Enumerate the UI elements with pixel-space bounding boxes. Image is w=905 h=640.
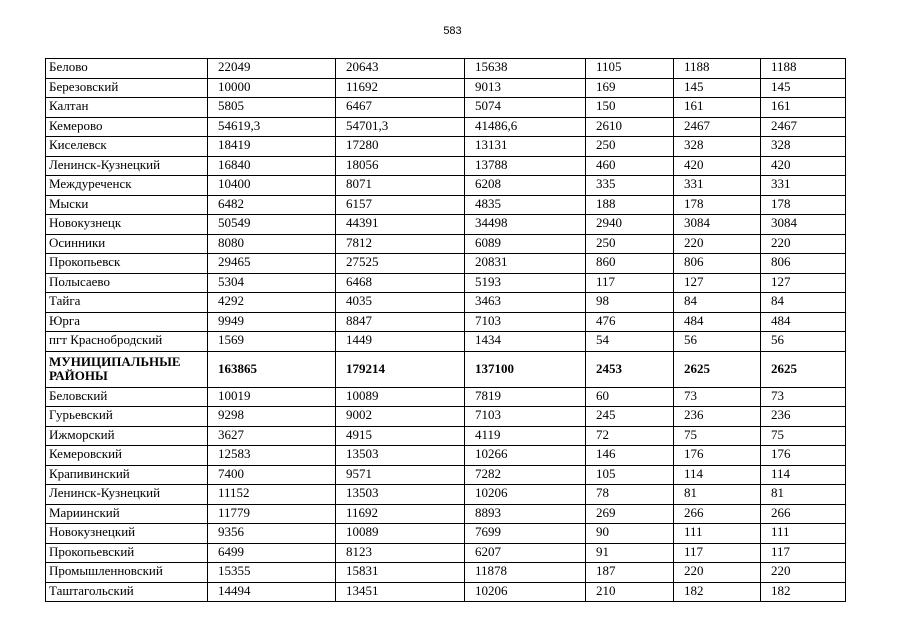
value-cell-col-4: 1105 [586,59,674,79]
table-row [46,215,846,235]
value-cell-col-5: 114 [674,465,761,485]
table-row [46,254,846,274]
value-cell-col-5: 84 [674,293,761,313]
value-cell-col-2: 11692 [336,78,465,98]
value-cell-col-2: 10089 [336,387,465,407]
value-cell-col-5: 161 [674,98,761,118]
value-cell-col-1: 14494 [208,582,336,602]
value-cell-col-2: 11692 [336,504,465,524]
row-name-cell: Прокопьевск [46,254,208,274]
value-cell-col-6: 161 [761,98,846,118]
value-cell-col-2: 8847 [336,312,465,332]
value-cell-col-2: 9571 [336,465,465,485]
value-cell-col-1: 12583 [208,446,336,466]
row-name-cell: Новокузнецкий [46,524,208,544]
value-cell-col-2: 20643 [336,59,465,79]
value-cell-col-6: 56 [761,332,846,352]
value-cell-col-1: 6482 [208,195,336,215]
value-cell-col-4: 54 [586,332,674,352]
value-cell-col-4: 105 [586,465,674,485]
table-row [46,426,846,446]
value-cell-col-4: 476 [586,312,674,332]
value-cell-col-6: 420 [761,156,846,176]
value-cell-col-1: 9356 [208,524,336,544]
value-cell-col-2: 13503 [336,446,465,466]
value-cell-col-1: 7400 [208,465,336,485]
table-row [46,117,846,137]
table-row [46,332,846,352]
value-cell-col-3: 7819 [465,387,586,407]
value-cell-col-6: 84 [761,293,846,313]
value-cell-col-1: 54619,3 [208,117,336,137]
value-cell-col-1: 3627 [208,426,336,446]
value-cell-col-2: 1449 [336,332,465,352]
value-cell-col-2: 6157 [336,195,465,215]
value-cell-col-2: 6468 [336,273,465,293]
row-name-cell: Междуреченск [46,176,208,196]
value-cell-col-1: 5304 [208,273,336,293]
table-row [46,524,846,544]
value-cell-col-5: 178 [674,195,761,215]
value-cell-col-3: 11878 [465,563,586,583]
value-cell-col-4: 2940 [586,215,674,235]
row-name-cell: Ленинск-Кузнецкий [46,485,208,505]
value-cell-col-5: 127 [674,273,761,293]
value-cell-col-1: 10400 [208,176,336,196]
value-cell-col-3: 7699 [465,524,586,544]
row-name-cell: Беловский [46,387,208,407]
table-row [46,465,846,485]
value-cell-col-4: 269 [586,504,674,524]
value-cell-col-4: 188 [586,195,674,215]
value-cell-col-3: 5193 [465,273,586,293]
table-row [46,543,846,563]
table-row [46,485,846,505]
value-cell-col-1: 11779 [208,504,336,524]
row-name-cell: Березовский [46,78,208,98]
value-cell-col-3: 13131 [465,137,586,157]
value-cell-col-3: 20831 [465,254,586,274]
value-cell-col-4: 60 [586,387,674,407]
value-cell-col-1: 50549 [208,215,336,235]
value-cell-col-1: 16840 [208,156,336,176]
row-name-cell: Гурьевский [46,407,208,427]
value-cell-col-6: 1188 [761,59,846,79]
value-cell-col-6: 806 [761,254,846,274]
value-cell-col-2: 8071 [336,176,465,196]
value-cell-col-5: 328 [674,137,761,157]
value-cell-col-1: 8080 [208,234,336,254]
value-cell-col-6: 145 [761,78,846,98]
value-cell-col-3: 7103 [465,312,586,332]
value-cell-col-4: 72 [586,426,674,446]
value-cell-col-5: 111 [674,524,761,544]
value-cell-col-6: 220 [761,563,846,583]
value-cell-col-6: 81 [761,485,846,505]
row-name-cell: Ижморский [46,426,208,446]
table-row [46,195,846,215]
value-cell-col-2: 18056 [336,156,465,176]
value-cell-col-5: 331 [674,176,761,196]
value-cell-col-2: 7812 [336,234,465,254]
row-name-cell: Кемеровский [46,446,208,466]
value-cell-col-3: 8893 [465,504,586,524]
value-cell-col-1: 9949 [208,312,336,332]
table-row [46,176,846,196]
table-row [46,156,846,176]
value-cell-col-3: 6207 [465,543,586,563]
value-cell-col-3: 41486,6 [465,117,586,137]
value-cell-col-4: 117 [586,273,674,293]
value-cell-col-1: 9298 [208,407,336,427]
table-row [46,446,846,466]
row-name-cell: Калтан [46,98,208,118]
value-cell-col-1: 10000 [208,78,336,98]
value-cell-col-6: 331 [761,176,846,196]
value-cell-col-6: 176 [761,446,846,466]
value-cell-col-3: 4835 [465,195,586,215]
value-cell-col-3: 6208 [465,176,586,196]
value-cell-col-1: 29465 [208,254,336,274]
row-name-cell: МУНИЦИПАЛЬНЫЕ РАЙОНЫ [46,351,208,387]
value-cell-col-6: 117 [761,543,846,563]
table-body [46,59,846,602]
value-cell-col-4: 91 [586,543,674,563]
value-cell-col-3: 5074 [465,98,586,118]
value-cell-col-2: 4035 [336,293,465,313]
row-name-cell: Промышленновский [46,563,208,583]
value-cell-col-1: 6499 [208,543,336,563]
value-cell-col-1: 15355 [208,563,336,583]
value-cell-col-2: 54701,3 [336,117,465,137]
value-cell-col-6: 266 [761,504,846,524]
table-row [46,137,846,157]
value-cell-col-4: 250 [586,137,674,157]
value-cell-col-4: 78 [586,485,674,505]
value-cell-col-4: 460 [586,156,674,176]
value-cell-col-5: 145 [674,78,761,98]
value-cell-col-6: 3084 [761,215,846,235]
value-cell-col-4: 210 [586,582,674,602]
value-cell-col-5: 236 [674,407,761,427]
value-cell-col-5: 484 [674,312,761,332]
value-cell-col-1: 5805 [208,98,336,118]
value-cell-col-2: 27525 [336,254,465,274]
table-row [46,293,846,313]
row-name-cell: Новокузнецк [46,215,208,235]
value-cell-col-3: 7282 [465,465,586,485]
value-cell-col-4: 90 [586,524,674,544]
row-name-cell: пгт Краснобродский [46,332,208,352]
row-name-cell: Ленинск-Кузнецкий [46,156,208,176]
value-cell-col-4: 2610 [586,117,674,137]
value-cell-col-5: 2467 [674,117,761,137]
value-cell-col-5: 220 [674,234,761,254]
table-row [46,59,846,79]
value-cell-col-5: 1188 [674,59,761,79]
value-cell-col-5: 3084 [674,215,761,235]
row-name-cell: Таштагольский [46,582,208,602]
row-name-cell: Прокопьевский [46,543,208,563]
value-cell-col-4: 146 [586,446,674,466]
row-name-cell: Белово [46,59,208,79]
value-cell-col-6: 75 [761,426,846,446]
value-cell-col-6: 328 [761,137,846,157]
value-cell-col-6: 73 [761,387,846,407]
value-cell-col-5: 176 [674,446,761,466]
table-row [46,407,846,427]
value-cell-col-6: 2625 [761,351,846,387]
value-cell-col-5: 117 [674,543,761,563]
value-cell-col-5: 56 [674,332,761,352]
value-cell-col-1: 22049 [208,59,336,79]
value-cell-col-2: 44391 [336,215,465,235]
value-cell-col-5: 73 [674,387,761,407]
table-row [46,312,846,332]
row-name-cell: Киселевск [46,137,208,157]
value-cell-col-5: 81 [674,485,761,505]
value-cell-col-4: 2453 [586,351,674,387]
value-cell-col-2: 15831 [336,563,465,583]
value-cell-col-1: 163865 [208,351,336,387]
value-cell-col-1: 4292 [208,293,336,313]
value-cell-col-4: 187 [586,563,674,583]
value-cell-col-3: 10206 [465,582,586,602]
value-cell-col-3: 4119 [465,426,586,446]
value-cell-col-3: 13788 [465,156,586,176]
row-name-cell: Осинники [46,234,208,254]
table-row [46,98,846,118]
value-cell-col-5: 266 [674,504,761,524]
value-cell-col-3: 15638 [465,59,586,79]
value-cell-col-5: 806 [674,254,761,274]
value-cell-col-5: 2625 [674,351,761,387]
value-cell-col-4: 335 [586,176,674,196]
row-name-cell: Тайга [46,293,208,313]
value-cell-col-6: 484 [761,312,846,332]
value-cell-col-2: 13503 [336,485,465,505]
value-cell-col-3: 137100 [465,351,586,387]
row-name-cell: Мариинский [46,504,208,524]
table-row [46,582,846,602]
page-number: 583 [443,25,462,37]
value-cell-col-2: 6467 [336,98,465,118]
value-cell-col-2: 4915 [336,426,465,446]
value-cell-col-2: 13451 [336,582,465,602]
row-name-cell: Мыски [46,195,208,215]
value-cell-col-4: 169 [586,78,674,98]
value-cell-col-6: 220 [761,234,846,254]
value-cell-col-6: 114 [761,465,846,485]
table-row [46,234,846,254]
value-cell-col-5: 75 [674,426,761,446]
value-cell-col-6: 178 [761,195,846,215]
value-cell-col-3: 10266 [465,446,586,466]
value-cell-col-2: 179214 [336,351,465,387]
value-cell-col-2: 17280 [336,137,465,157]
table-row [46,563,846,583]
value-cell-col-6: 236 [761,407,846,427]
value-cell-col-3: 6089 [465,234,586,254]
row-name-cell: Полысаево [46,273,208,293]
data-table [45,58,846,602]
value-cell-col-2: 8123 [336,543,465,563]
value-cell-col-5: 420 [674,156,761,176]
value-cell-col-4: 245 [586,407,674,427]
value-cell-col-2: 9002 [336,407,465,427]
value-cell-col-5: 220 [674,563,761,583]
table-row [46,387,846,407]
value-cell-col-6: 182 [761,582,846,602]
value-cell-col-6: 2467 [761,117,846,137]
value-cell-col-1: 11152 [208,485,336,505]
value-cell-col-3: 1434 [465,332,586,352]
value-cell-col-3: 34498 [465,215,586,235]
value-cell-col-5: 182 [674,582,761,602]
section-header-row [46,351,846,387]
value-cell-col-2: 10089 [336,524,465,544]
value-cell-col-4: 150 [586,98,674,118]
row-name-cell: Юрга [46,312,208,332]
table-row [46,78,846,98]
table-row [46,504,846,524]
value-cell-col-6: 111 [761,524,846,544]
value-cell-col-3: 3463 [465,293,586,313]
table-row [46,273,846,293]
value-cell-col-4: 98 [586,293,674,313]
value-cell-col-1: 10019 [208,387,336,407]
value-cell-col-6: 127 [761,273,846,293]
value-cell-col-3: 9013 [465,78,586,98]
value-cell-col-1: 18419 [208,137,336,157]
value-cell-col-3: 10206 [465,485,586,505]
value-cell-col-1: 1569 [208,332,336,352]
row-name-cell: Крапивинский [46,465,208,485]
row-name-cell: Кемерово [46,117,208,137]
value-cell-col-4: 860 [586,254,674,274]
value-cell-col-4: 250 [586,234,674,254]
value-cell-col-3: 7103 [465,407,586,427]
